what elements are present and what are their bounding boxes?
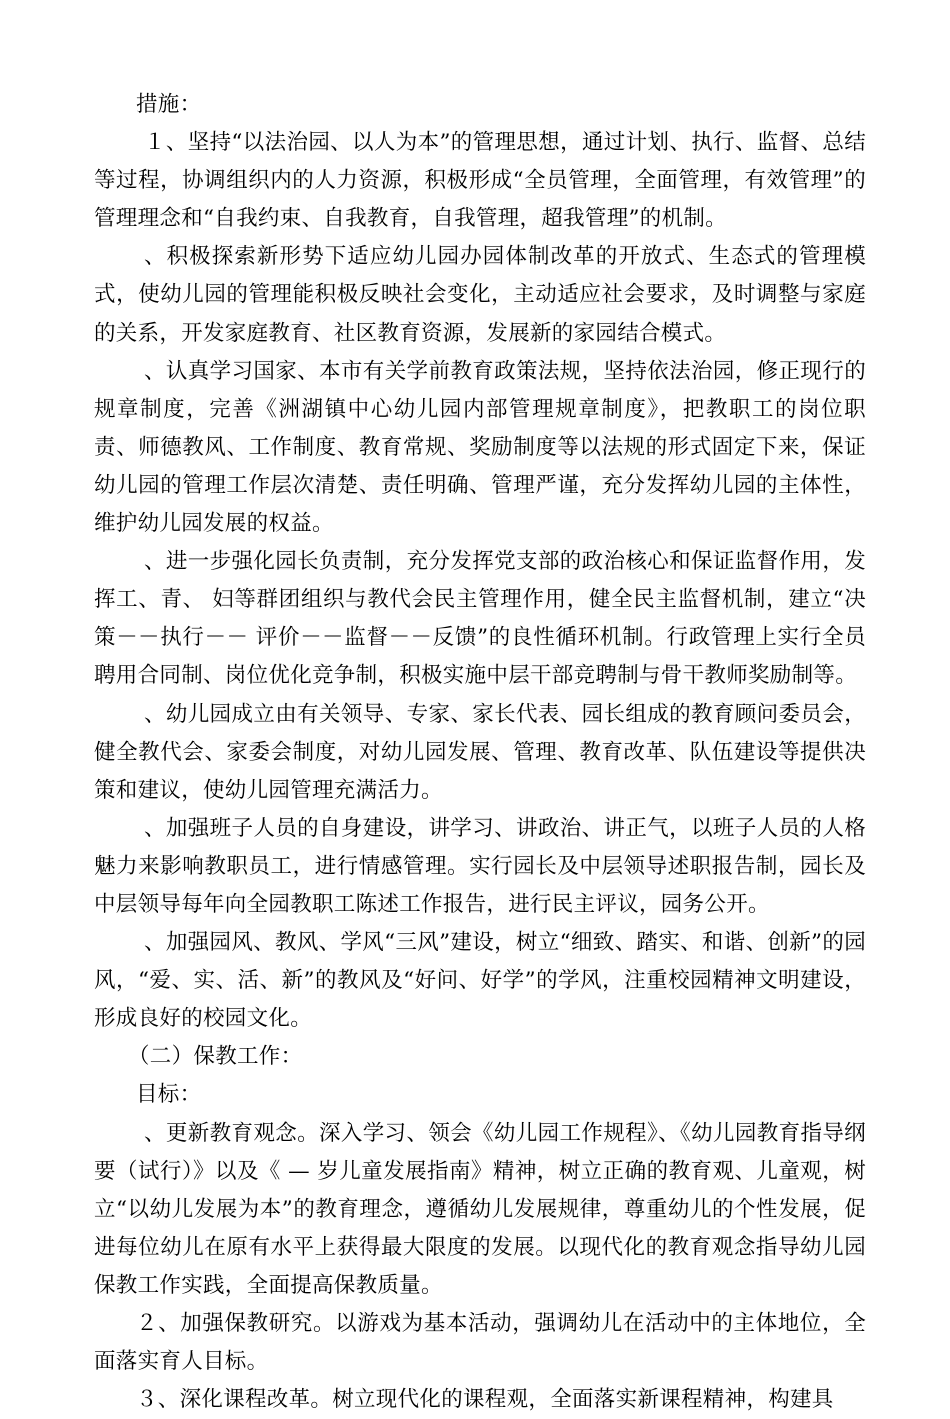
paragraph-goals-heading: 目标： <box>136 1082 202 1108</box>
paragraph-measure-5: 、幼儿园成立由有关领导、专家、家长代表、园长组成的教育顾问委员会，健全教代会、家委会制度，对幼儿园发展、管理、教育改革、队伍建设等提供决策和建议，使幼儿园管理充满活力。 <box>94 701 866 803</box>
paragraph-goal-2: ２、加强保教研究。以游戏为基本活动，强调幼儿在活动中的主体地位，全面落实育人目标。 <box>94 1311 866 1375</box>
paragraph-measure-7: 、加强园风、教风、学风“三风”建设，树立“细致、踏实、和谐、创新”的园风，“爱、实、活、新”的教风及“好问、好学”的学风，注重校园精神文明建设，形成良好的校园文化。 <box>94 930 866 1032</box>
paragraph-measures-heading: 措施： <box>136 92 202 117</box>
paragraph-measure-1: １、坚持“以法治园、以人为本”的管理思想，通过计划、执行、监督、总结等过程，协调组织内的人力资源，积极形成“全员管理，全面管理，有效管理”的管理理念和“自我约束、自我教育，自我管理，超我管理”的机制。 <box>94 130 866 232</box>
paragraph-measure-6: 、加强班子人员的自身建设，讲学习、讲政治、讲正气，以班子人员的人格魅力来影响教职员工，进行情感管理。实行园长及中层领导述职报告制，园长及中层领导每年向全园教职工陈述工作报告，进行民主评议，园务公开。 <box>94 815 866 917</box>
paragraph-measure-3: 、认真学习国家、本市有关学前教育政策法规，坚持依法治园，修正现行的规章制度，完善《洲湖镇中心幼儿园内部管理规章制度》，把教职工的岗位职责、师德教风、工作制度、教育常规、奖励制度等以法规的形式固定下来，保证幼儿园的管理工作层次清楚、责任明确、管理严谨，充分发挥幼儿园的主体性，维护幼儿园发展的权益。 <box>94 358 866 537</box>
section-heading-care-education: （二）保教工作： <box>128 1044 303 1070</box>
paragraph-measure-4: 、进一步强化园长负责制，充分发挥党支部的政治核心和保证监督作用，发挥工、青、 妇等群团组织与教代会民主管理作用，健全民主监督机制，建立“决策－－执行－－ 评价－－监督－－反馈”的良性循环机制。行政管理上实行全员聘用合同制、岗位优化竞争制，积极实施中层干部竞聘制与骨干教师奖励制等。 <box>94 549 866 689</box>
document-body <box>94 86 866 1419</box>
paragraph-measure-2: 、积极探索新形势下适应幼儿园办园体制改革的开放式、生态式的管理模式，使幼儿园的管理能积极反映社会变化，主动适应社会要求，及时调整与家庭的关系，开发家庭教育、社区教育资源，发展新的家园结合模式。 <box>94 244 866 346</box>
paragraph-goal-3: ３、深化课程改革。树立现代化的课程观，全面落实新课程精神，构建具 <box>136 1387 834 1413</box>
paragraph-goal-1: 、更新教育观念。深入学习、领会《幼儿园工作规程》、《幼儿园教育指导纲要（试行）》以及《 — 岁儿童发展指南》精神，树立正确的教育观、儿童观，树立“以幼儿发展为本”的教育理念，遵循幼儿发展规律，尊重幼儿的个性发展，促进每位幼儿在原有水平上获得最大限度的发展。以现代化的教育观念指导幼儿园保教工作实践，全面提高保教质量。 <box>94 1120 866 1298</box>
